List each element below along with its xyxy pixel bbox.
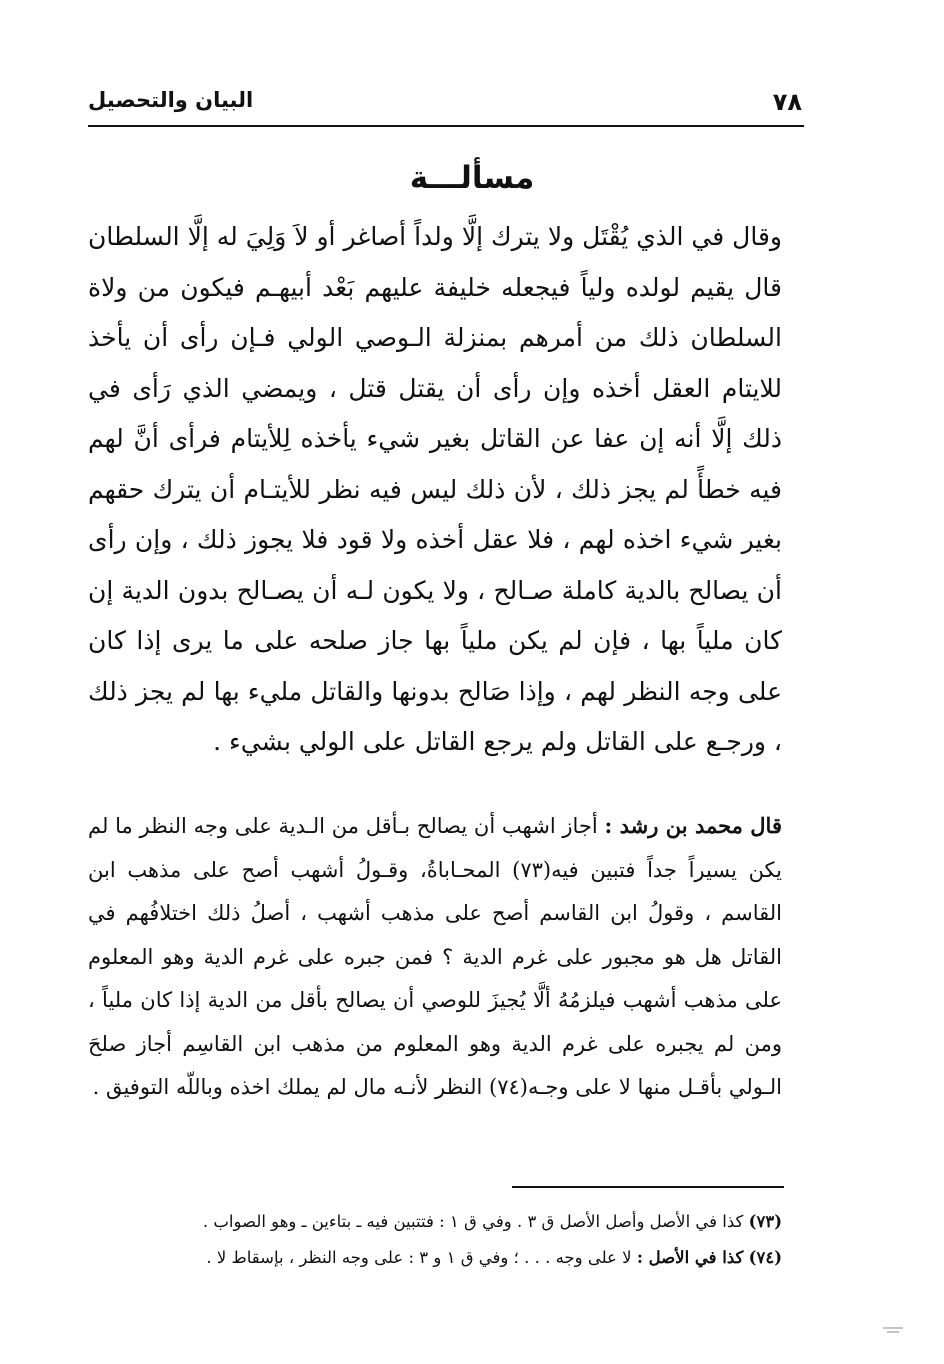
commentary-paragraph — [88, 804, 782, 1110]
commentary-text: أجاز اشهب أن يصالح بـأقل من الـدية على وجه النظر ما لم يكن يسيراً جداً فتبين فيه(٧٣) المحـاباةُ، وقـولُ أشهب أصح على مذهب ابن القاسم ، وقولُ ابن القاسم أصح على مذهب أشهب ، أصلُ ذلك اختلافُهم في القاتل هل هو مجبور على غرم الدية ؟ فمن جبره على غرم الدية وهو المعلوم على مذهب أشهب فيلزمُهُ ألَّا يُجيزَ للوصي أن يصالح بأقل من الدية إذا كان ملياً ، ومن لم يجبره على غرم الدية وهو المعلوم من مذهب ابن القاسِم أجاز صلحَ الـولي بأقـل منها لا على وجـه(٧٤) النظر لأنـه مال لم يملك اخذه وباللّه التوفيق . — [88, 814, 782, 1099]
footnote-label: كذا في الأصل وأصل الأصل ق ٣ . وفي ق ١ : — [439, 1212, 744, 1231]
running-title: البيان والتحصيل — [88, 88, 254, 112]
footnotes — [88, 1204, 782, 1276]
page-number: ٧٨ — [772, 88, 802, 116]
page-header — [88, 84, 802, 124]
scan-mark-icon — [882, 1326, 904, 1336]
commentary-speaker: قال محمد بن رشد : — [604, 813, 782, 838]
footnote-rule — [512, 1186, 784, 1188]
section-title: مسألـــة — [409, 160, 535, 196]
footnote-74 — [88, 1240, 782, 1276]
header-rule — [88, 125, 804, 127]
body-paragraph: وقال في الذي يُقْتَل ولا يترك إلَّا ولداً أصاغر أو لاَ وَلِيَ له إلَّا السلطان قال يقيم لولده ولياً فيجعله خليفة عليهم بَعْد أبيهـم فيكون من ولاة السلطان ذلك من أمرهم بمنزلة الـوصي الولي فـإن رأى أن يأخذ للايتام العقل أخذه وإن رأى أن يقتل قتل ، ويمضي الذي رَأى في ذلك إلَّا أنه إن عفا عن القاتل بغير شيء يأخذه لِلأيتام فرأى أنَّ لهم فيه خطأً لم يجز ذلك ، لأن ذلك ليس فيه نظر للأيتـام أن يترك حقهم بغير شيء اخذه لهم ، فلا عقل أخذه ولا قود فلا يجوز ذلك ، وإن رأى أن يصالح بالدية كاملة صـالح ، ولا يكون لـه أن يصـالح بدون الدية إن كان ملياً بها ، فإن لم يكن ملياً بها جاز صلحه على ما يرى إذا كان على وجه النظر لهم ، وإذا صَالح بدونها والقاتل مليء بها لم يجز ذلك ، ورجـع على القاتل ولم يرجع القاتل على الولي بشيء . — [88, 222, 782, 756]
footnote-text: فتتبين فيه ـ بتاءين ـ وهو الصواب . — [202, 1212, 440, 1231]
footnote-text: لا على وجه . . . ؛ وفي ق ١ و ٣ : على وجه النظر ، بإسقاط لا . — [206, 1248, 637, 1267]
footnote-label: كذا في الأصل : — [636, 1248, 744, 1267]
footnote-73 — [88, 1204, 782, 1240]
footnote-marker: (٧٣) — [748, 1212, 782, 1231]
footnote-marker: (٧٤) — [748, 1248, 782, 1267]
